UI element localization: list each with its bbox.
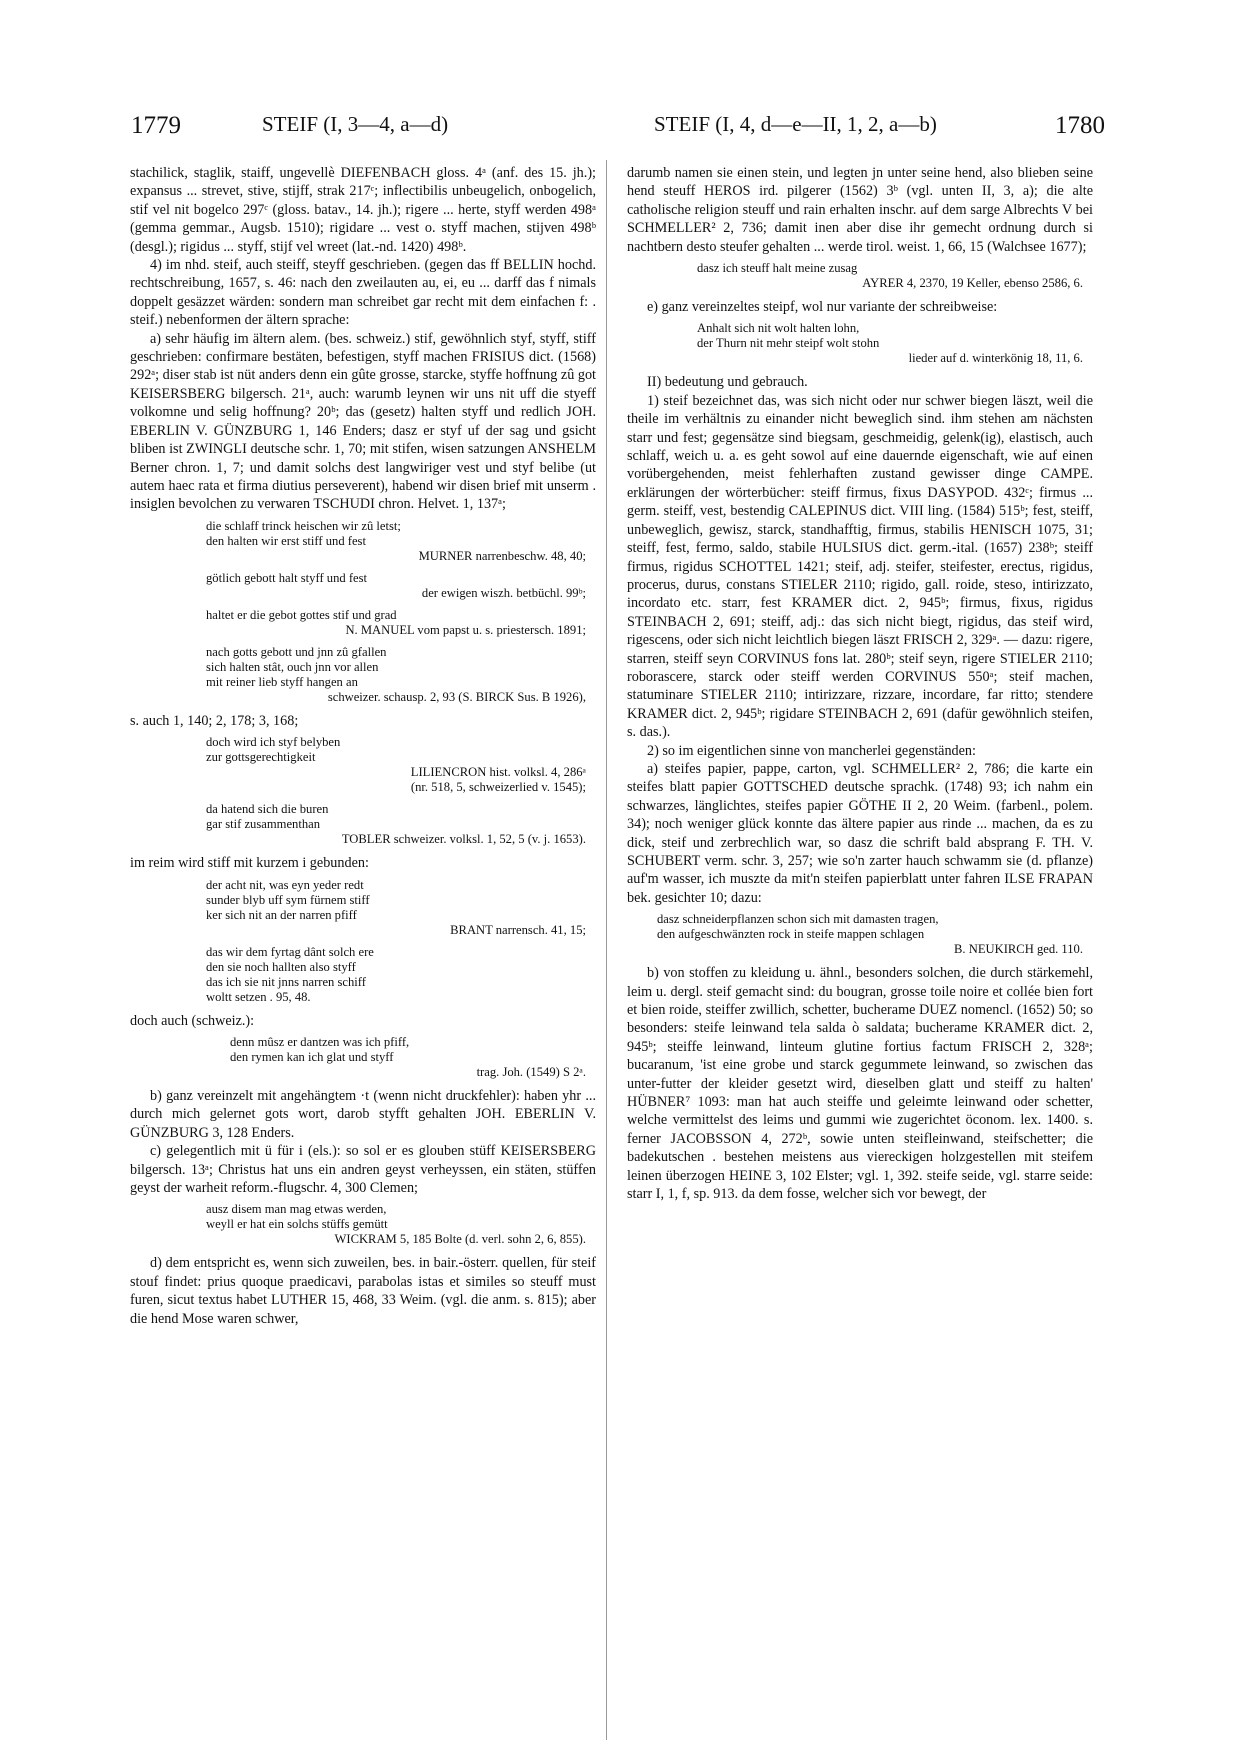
verse-quote	[130, 735, 596, 795]
verse-line: ausz disem man mag etwas werden,	[206, 1202, 387, 1217]
verse-quote	[627, 261, 1093, 291]
citation: MURNER narrenbeschw. 48, 40;	[418, 548, 586, 563]
verse-line: den rymen kan ich glat und styff	[230, 1049, 394, 1064]
verse-line: dasz schneiderpflanzen schon sich mit damasten tragen,	[657, 912, 939, 927]
citation: B. NEUKIRCH ged. 110.	[954, 942, 1083, 957]
citation: schweizer. schausp. 2, 93 (S. BIRCK Sus. B 1926),	[327, 689, 586, 704]
left-column	[130, 164, 596, 1328]
verse-line: der Thurn nit mehr steipf wolt stohn	[697, 336, 880, 351]
citation: LILIENCRON hist. volksl. 4, 286ᵃ	[410, 765, 586, 780]
verse-quote	[130, 519, 596, 564]
verse-line: haltet er die gebot gottes stif und grad	[206, 607, 397, 622]
verse-quote	[130, 571, 596, 601]
verse-quote	[130, 1202, 596, 1247]
verse-quote	[130, 878, 596, 938]
paragraph: doch auch (schweiz.):	[130, 1012, 255, 1029]
left-page-number: 1779	[131, 112, 181, 139]
verse-line: den halten wir erst stiff und fest	[206, 533, 366, 548]
verse-line: weyll er hat ein solchs stüffs gemütt	[206, 1217, 388, 1232]
verse-line: sunder blyb uff sym fürnem stiff	[206, 892, 370, 907]
paragraph: a) steifes papier, pappe, carton, vgl. SCHMELLER² 2, 786; die karte ein steifes blatt papier GOTTSCHED deutsche sprachk. (1748) 93; ich nahm ein schwarzes, länglichtes, steifes papier GÖTHE II 2, 20 Weim. (farbenl., polem. 34); noch weniger glück konnte das ältere papier aus rinde ... machen, da es zu dick, steif und zerbrechlich war, so dasz die schrift bald absprang F. TH. V. SCHUBERT verm. schr. 3, 257; wie so'n zarter hauch schwamm sie (d. pflanze) auf'm wasser, ich muszte da mit'n steifen papierblatt unter fahren ILSE FRAPAN bek. gesichter 10; dazu:	[627, 760, 1093, 906]
paragraph: c) gelegentlich mit ü für i (els.): so sol er es glouben stüff KEISERSBERG bilgersch. 13ᵃ; Christus hat uns ein andren geyst verheyssen, ein stäten, stüffen geyst der warheit reform.-flugschr. 4, 300 Clemen;	[130, 1143, 596, 1196]
column-divider	[606, 160, 607, 1740]
paragraph: s. auch 1, 140; 2, 178; 3, 168;	[130, 712, 299, 729]
verse-line: da hatend sich die buren	[206, 802, 329, 817]
citation: (nr. 518, 5, schweizerlied v. 1545);	[410, 780, 586, 795]
verse-line: zur gottsgerechtigkeit	[206, 750, 316, 765]
paragraph: a) sehr häufig im ältern alem. (bes. schweiz.) stif, gewöhnlich styf, styff, stiff geschrieben: confirmare bestäten, befestigen, styff machen FRISIUS dict. (1568) 292ᵃ; diser stab ist nüt anders denn ein gûte grosse, starcke, styffe hoffnung zû got KEISERSBERG bilgersch. 21ᵃ, auch: warumb leynen wir uns nit uff die styeff volkomne und selig hoffnung? 20ᵇ; das (gesetz) halten styff und redlich JOH. EBERLIN V. GÜNZBURG 1, 146 Enders; dasz er styf uf der sag und gsicht bliben ist ZWINGLI deutsche schr. 1, 70; mit stifen, wisen satzungen ANSHELM Berner chron. 1, 7; und damit solchs dest langwiriger vest und styf belibe (ut autem haec rata et firma diutius perseverent), habend wir disen brief mit unserm . insiglen bevolchen zu verwaren TSCHUDI chron. Helvet. 1, 137ᵃ;	[130, 330, 596, 513]
citation: TOBLER schweizer. volksl. 1, 52, 5 (v. j. 1653).	[341, 832, 586, 847]
right-column	[627, 164, 1093, 1204]
verse-quote	[130, 802, 596, 847]
verse-quote	[627, 912, 1093, 957]
paragraph: b) von stoffen zu kleidung u. ähnl., besonders solchen, die durch stärkemehl, leim u. dergl. steif gemacht sind: du bougran, grosse toile noire et collée bien fort et bien roide, steiffer zwillich, schetter, bucherame DUEZ nomencl. (1652) 50; so besonders: steife leinwand tela salda ò saldata; bucherame KRAMER dict. 2, 945ᵇ; steiffe leinwand, linteum glutine fortius factum FRISCH 2, 328ᵃ; bucaranum, 'ist eine grobe und starck gegummete leinwand, so zwischen das unter-futter der kleider gesetzt wird, dieselben glatt und steiff zu halten' HÜBNER⁷ 1093: man hat auch steiffe und geleimte leinwand oder schetter, welche vermittelst des leims und gummi wie zugerichtet öconom. lex. 1400. s. ferner JACOBSSON 4, 272ᵇ, sowie unten steifleinwand, steifschetter; die badekutschen . bestehen meistens aus viereckigen holzgestellen mit steifem leinen überzogen HEINE 3, 102 Elster; vgl. 1, 392. steife seide, vgl. starre seide: starr I, 1, f, sp. 913. da dem fosse, welcher sich vor bewegt, der	[627, 965, 1093, 1203]
paragraph: stachilick, staglik, staiff, ungevellè DIEFENBACH gloss. 4ᵃ (anf. des 15. jh.); expansus ... strevet, stive, stijff, strak 217ᶜ; inflectibilis unbeugelich, onbogelich, stif vel nit bogelco 297ᶜ (gloss. batav., 14. jh.); rigere ... herte, styff werden 498ᵃ (gemma gemmar., Augsb. 1510); rigidare ... vest o. styff machen, stijven 498ᵇ (desgl.); rigidus ... styff, stijf vel wreet (lat.-nd. 1420) 498ᵇ.	[130, 165, 596, 255]
verse-line: das ich sie nit jnns narren schiff	[206, 974, 366, 989]
verse-line: der acht nit, was eyn yeder redt	[206, 877, 364, 892]
verse-line: götlich gebott halt styff und fest	[206, 570, 368, 585]
right-page-number: 1780	[1055, 112, 1105, 139]
verse-line: doch wird ich styf belyben	[206, 735, 341, 750]
verse-quote	[130, 1035, 596, 1080]
verse-line: den sie noch hallten also styff	[206, 959, 356, 974]
paragraph: 2) so im eigentlichen sinne von mancherlei gegenständen:	[647, 742, 976, 759]
verse-line: sich halten stât, ouch jnn vor allen	[206, 659, 379, 674]
paragraph: 4) im nhd. steif, auch steiff, steyff geschrieben. (gegen das ff BELLIN hochd. rechtschreibung, 1657, s. 46: nach den zweilauten au, ei, eu ... darff das f nimals doppelt gesäzzet wärden: sondern man schreibet gar recht mit dem einfachen f: . steif.) nebenformen der ältern sprache:	[130, 257, 596, 329]
left-running-title: STEIF (I, 3—4, a—d)	[262, 112, 449, 136]
verse-line: dasz ich steuff halt meine zusag	[697, 261, 858, 276]
citation: N. MANUEL vom papst u. s. priestersch. 1891;	[345, 622, 586, 637]
citation: WICKRAM 5, 185 Bolte (d. verl. sohn 2, 6, 855).	[334, 1232, 586, 1247]
verse-line: ker sich nit an der narren pfiff	[206, 907, 357, 922]
verse-line: gar stif zusammenthan	[206, 817, 321, 832]
citation: lieder auf d. winterkönig 18, 11, 6.	[908, 351, 1083, 366]
verse-line: die schlaff trinck heischen wir zû letst;	[206, 518, 401, 533]
verse-line: nach gotts gebott und jnn zû gfallen	[206, 644, 387, 659]
paragraph: e) ganz vereinzeltes steipf, wol nur variante der schreibweise:	[647, 299, 998, 316]
citation: trag. Joh. (1549) S 2ᵃ.	[476, 1064, 586, 1079]
section-heading: II) bedeutung und gebrauch.	[647, 374, 808, 391]
verse-quote	[627, 321, 1093, 366]
paragraph: darumb namen sie einen stein, und legten jn unter seine hend, also blieben seine hend steuff HEROS ird. pilgerer (1562) 3ᵇ (vgl. unten II, 3, a); die alte catholische religion steuff und rain erhalten inschr. auf dem sarge Albrechts V bei SCHMELLER² 2, 736; damit inen aber dise ihr gemecht ordnung durch si nachtbern desto steufer gehalten ... werde tirol. weist. 1, 66, 15 (Walchsee 1677);	[627, 165, 1093, 255]
verse-line: den aufgeschwänzten rock in steife mappen schlagen	[657, 927, 925, 942]
verse-line: das wir dem fyrtag dânt solch ere	[206, 944, 374, 959]
verse-quote	[130, 945, 596, 1005]
verse-line: Anhalt sich nit wolt halten lohn,	[697, 321, 860, 336]
verse-line: woltt setzen . 95, 48.	[206, 989, 311, 1004]
paragraph: 1) steif bezeichnet das, was sich nicht oder nur schwer biegen läszt, weil die theile im verhältnis zu einander nicht beweglich sind. ihm stehen am nächsten starr und fest; gegensätze sind biegsam, geschmeidig, gelenk(ig), elastisch, auch schlaff, weich u. a. es geht sowol auf eine dauernde eigenschaft, wie auf einen vorübergehenden, meist fehlerhaften zustand gewisser dinge CAMPE. erklärungen der wörterbücher: steiff firmus, fixus DASYPOD. 432ᶜ; firmus ... germ. steiff, vest, bestendig CALEPINUS dict. VIII ling. (1584) 515ᵇ; fest, steiff, unbeweglich, gewisz, starck, standhafftig, firmus, stabilis HENISCH 1075, 31; steiff, fest, fermo, saldo, stabile HULSIUS dict. germ.-ital. (1657) 238ᵇ; steiff firmus, rigidus SCHOTTEL 1421; steif, adj. steifer, steifester, erectus, rigidus, procerus, durus, constans STIELER 2110; rigido, gall. roide, steso, intirizzato, incordato etc. starr, fest KRAMER dict. 2, 945ᵇ; firmus, fixus, rigidus STEINBACH 2, 691; steiff, adj.: das sich nicht biegt, rigidus, das steif wird, rigescens, oder sich nicht leichtlich biegen läszt FRISCH 2, 329ᵃ. — dazu: rigere, starren, steiff seyn CORVINUS fons lat. 280ᵇ; steif seyn, rigere STIELER 2110; roborascere, starck oder steiff werden CORVINUS 550ᵃ; steif machen, statuminare STIELER 2110; intirizzare, rizzare, incordare, far ritto; stendere KRAMER dict. 2, 945ᵇ; rigidare STEINBACH 2, 691 (dafür gewöhnlich steifen, s. das.).	[627, 392, 1093, 741]
paragraph: b) ganz vereinzelt mit angehängtem ·t (wenn nicht druckfehler): haben yhr ... durch mich gelernet gots wort, darob styfft gehalten JOH. EBERLIN V. GÜNZBURG 3, 128 Enders.	[130, 1087, 596, 1141]
paragraph: im reim wird stiff mit kurzem i gebunden:	[130, 855, 369, 872]
verse-quote	[130, 645, 596, 705]
verse-line: mit reiner lieb styff hangen an	[206, 674, 358, 689]
right-running-title: STEIF (I, 4, d—e—II, 1, 2, a—b)	[654, 112, 937, 136]
paragraph: d) dem entspricht es, wenn sich zuweilen, bes. in bair.-österr. quellen, für steif stouf findet: prius quoque praedicavi, parabolas istas et similes so steuff must furen, sicut textus habet LUTHER 15, 468, 33 Weim. (vgl. die anm. s. 815); aber die hend Mose waren schwer,	[130, 1255, 596, 1327]
verse-quote	[130, 608, 596, 638]
citation: AYRER 4, 2370, 19 Keller, ebenso 2586, 6.	[862, 276, 1083, 291]
citation: BRANT narrensch. 41, 15;	[450, 922, 586, 937]
citation: der ewigen wiszh. betbüchl. 99ᵇ;	[421, 585, 586, 600]
verse-line: denn mûsz er dantzen was ich pfiff,	[230, 1034, 410, 1049]
